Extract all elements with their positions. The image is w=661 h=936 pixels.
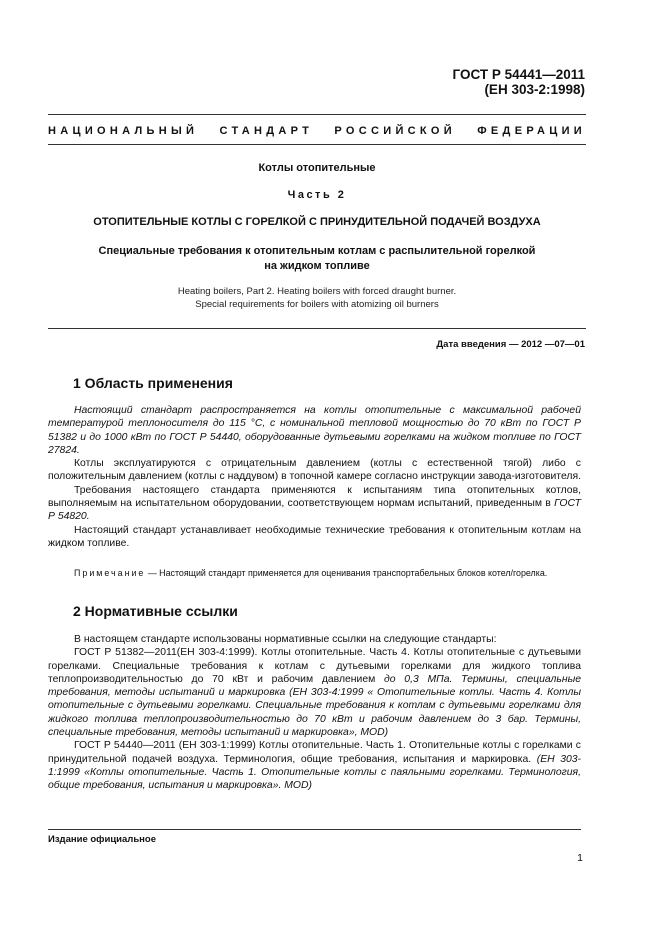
reference-2-italic: (ЕН 303-1:1999 «Котлы отопительные. Часть 1. Отопительные котлы с паяльными горелками. Терминология, общие требования, испытания и маркировка». MOD) <box>48 753 582 792</box>
scope-paragraph-4: Настоящий стандарт устанавливает необходимые технические требования к отопительным котлам на жидком топливе. <box>48 524 581 549</box>
reference-1-text: ГОСТ Р 51382—2011(ЕН 303-4:1999). Котлы отопительные. Часть 4. Котлы отопительные с дутьевыми горелками. Специальные требования к котлам с дутьевыми горелками для жидкого топлива теплопроизводительностью до 70 кВт и рабочим давлением <box>48 647 581 685</box>
scope-paragraph-3 <box>48 484 581 524</box>
national-word-4: ФЕДЕРАЦИИ <box>477 125 586 137</box>
note-text: — Настоящий стандарт применяется для оценивания транспортабельных блоков котел/горелка. <box>147 568 548 578</box>
standard-reference: (ЕН 303-2:1998) <box>484 82 585 97</box>
standard-number: ГОСТ Р 54441—2011 <box>452 67 585 82</box>
scope-paragraph-2: Котлы эксплуатируются с отрицательным давлением (котлы с естественной тягой) либо с положительным давлением (котлы с наддувом) в топочной камере согласно инструкции завода-изготовителя. <box>48 458 581 483</box>
scope-note <box>48 567 581 579</box>
header-rule <box>48 114 586 115</box>
intro-rule <box>48 328 586 329</box>
part-title: Часть 2 <box>287 189 347 201</box>
subtitle-line-1: Специальные требования к отопительным котлам с распылительной горелкой <box>98 245 536 257</box>
english-title-line-2: Special requirements for boilers with atomizing oil burners <box>195 299 439 310</box>
standard-number-block <box>453 67 585 97</box>
official-edition-label: Издание официальное <box>48 834 156 845</box>
series-title: Котлы отопительные <box>258 162 376 174</box>
national-standard-title <box>48 125 586 137</box>
title-rule <box>48 144 586 145</box>
reference-gost-51382 <box>48 646 581 739</box>
footer-rule <box>48 829 581 830</box>
references-intro: В настоящем стандарте использованы нормативные ссылки на следующие стандарты: <box>74 634 497 645</box>
scope-paragraph-1: Настоящий стандарт распространяется на котлы отопительные с максимальной рабочей температурой теплоносителя до 115 °С, с номинальной тепловой мощностью до 70 кВт по ГОСТ Р 51382 и до 1000 кВт по ГОСТ Р 54440, оборудованные дутьевыми горелками на жидком топливе по ГОСТ 27824. <box>48 405 581 456</box>
section-2-body <box>48 633 581 793</box>
reference-gost-54440 <box>48 739 581 792</box>
national-word-2: СТАНДАРТ <box>219 125 314 137</box>
subtitle <box>48 244 586 274</box>
main-title: ОТОПИТЕЛЬНЫЕ КОТЛЫ С ГОРЕЛКОЙ С ПРИНУДИТЕЛЬНОЙ ПОДАЧЕЙ ВОЗДУХА <box>93 216 541 228</box>
section-1-heading: 1 Область применения <box>73 375 233 391</box>
page-number: 1 <box>577 852 583 864</box>
subtitle-line-2: на жидком топливе <box>264 260 370 272</box>
reference-1-italic: до 0,3 МПа. Термины, специальные требования, методы испытаний и маркировка (ЕН 303-4:1999 « Отопительные котлы. Часть 4. Котлы отопительные с дутьевыми горелками. Специальные требования к котлам с дутьевыми горелками для жидкого топлива теплопроизводительностью до 70 кВт и рабочим давлением до 3 бар. Термины, специальные требования, методы испытаний и маркировка», MOD) <box>48 673 581 739</box>
section-1-body <box>48 404 581 550</box>
note-label: Примечание <box>74 568 146 578</box>
scope-paragraph-3-text: Требования настоящего стандарта применяются к испытаниям типа отопительных котлов, выполняемым на испытательном оборудовании, соответствующем нормам испытаний, приведенным в <box>48 484 581 510</box>
english-title <box>48 285 586 311</box>
national-word-1: НАЦИОНАЛЬНЫЙ <box>48 125 199 137</box>
national-word-3: РОССИЙСКОЙ <box>334 125 456 137</box>
english-title-line-1: Heating boilers, Part 2. Heating boilers with forced draught burner. <box>177 286 457 297</box>
reference-2-text: ГОСТ Р 54440—2011 (ЕН 303-1:1999) Котлы отопительные. Часть 1. Отопительные котлы с горелками с принудительной подачей воздуха. Терминология, общие требования, испытания и маркировка. <box>48 740 581 765</box>
introduction-date: Дата введения — 2012 —07—01 <box>436 339 585 350</box>
section-2-heading: 2 Нормативные ссылки <box>73 603 238 619</box>
scope-paragraph-3-ref: ГОСТ Р 54820. <box>48 498 581 523</box>
